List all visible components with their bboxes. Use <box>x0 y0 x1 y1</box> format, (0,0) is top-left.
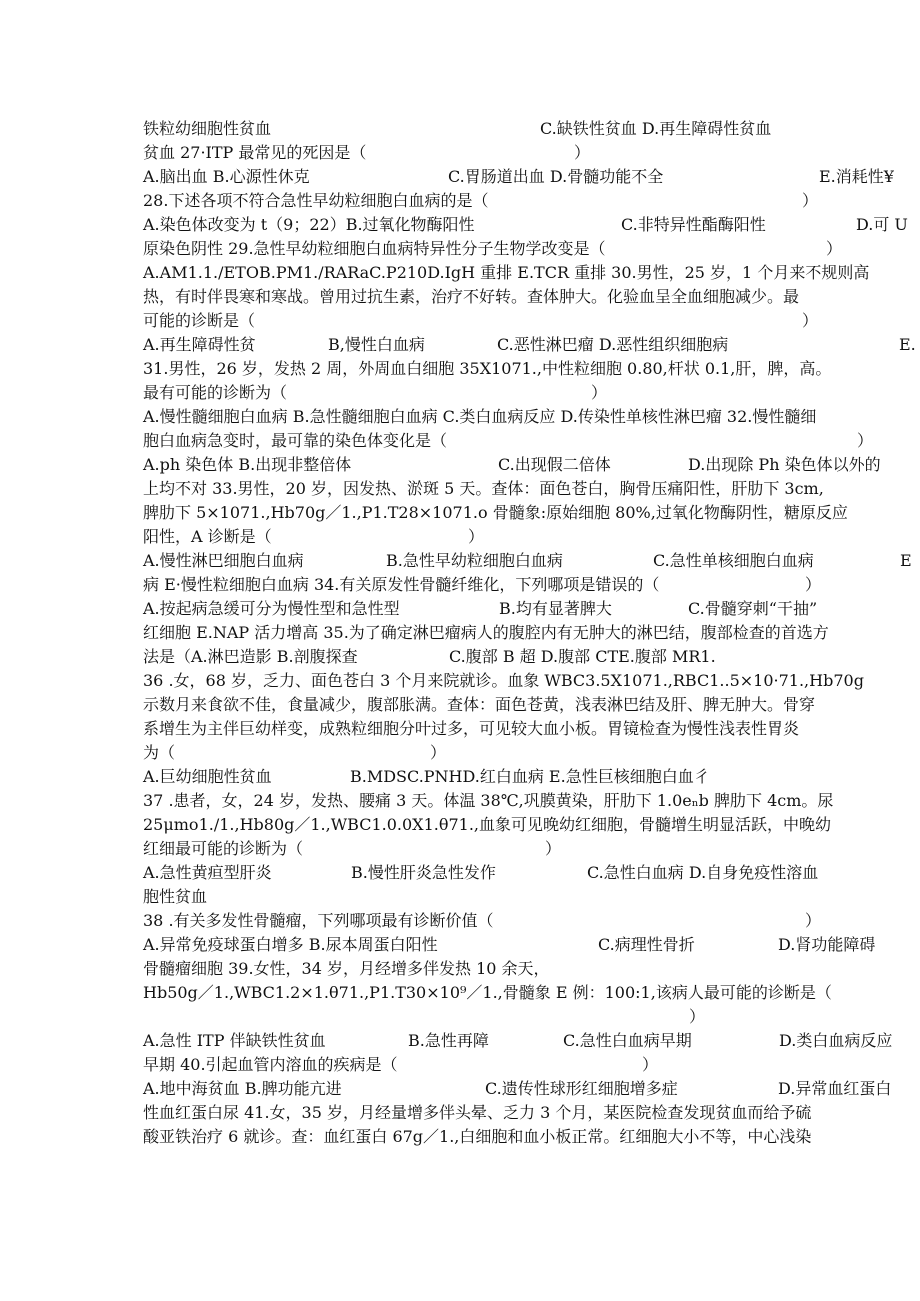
line-text: E.消耗性¥ <box>819 167 894 186</box>
line-text: C.骨髓穿刺“干抽” <box>688 599 818 618</box>
line-text: 法是（A.淋巴造影 B.剖腹探查 <box>143 647 358 666</box>
text-line <box>143 381 914 405</box>
line-text: 胞白血病急变时，最可靠的染色体变化是（ <box>143 431 448 450</box>
line-text: 性血红蛋白尿 41.女，35 岁，月经量增多伴头晕、乏力 3 个月，某医院检查发现贫血而给予硫 <box>143 1103 812 1122</box>
line-text: E <box>900 551 912 570</box>
text-line <box>143 717 914 741</box>
text-line <box>143 597 914 621</box>
text-line <box>143 333 914 357</box>
line-text: C.非特异性酯酶阳性 <box>621 215 766 234</box>
line-text: C.病理性骨折 <box>598 935 695 954</box>
text-line <box>143 1005 914 1029</box>
text-line <box>143 477 914 501</box>
line-text: 38 .有关多发性骨髓瘤，下列哪项最有诊断价值（ <box>143 911 494 930</box>
line-text: C.急性单核细胞白血病 <box>653 551 814 570</box>
line-text: D.可 U <box>856 215 908 234</box>
line-text: D.出现除 Ph 染色体以外的 <box>688 455 881 474</box>
text-line <box>143 981 914 1005</box>
line-text: 贫血 27·ITP 最常见的死因是（ <box>143 143 367 162</box>
line-text: A.巨幼细胞性贫血 <box>143 767 272 786</box>
text-line <box>143 669 914 693</box>
text-line <box>143 813 914 837</box>
text-line <box>143 741 914 765</box>
line-text: A.再生障碍性贫 <box>143 335 256 354</box>
line-text: C.出现假二倍体 <box>498 455 611 474</box>
line-text: 红细最可能的诊断为（ <box>143 839 304 858</box>
line-text: A.异常免疫球蛋白增多 B.尿本周蛋白阳性 <box>143 935 438 954</box>
line-text: A.脑出血 B.心源性休克 <box>143 167 310 186</box>
line-text: A.地中海贫血 B.脾功能亢进 <box>143 1079 342 1098</box>
line-text: ） <box>642 1055 659 1074</box>
text-line <box>143 645 914 669</box>
line-text: A.急性 ITP 伴缺铁性贫血 <box>143 1031 326 1050</box>
line-text: B.急性早幼粒细胞白血病 <box>386 551 563 570</box>
line-text: D.异常血红蛋白 <box>778 1079 892 1098</box>
text-line <box>143 1125 914 1149</box>
text-line <box>143 453 914 477</box>
text-line <box>143 429 914 453</box>
line-text: 36 .女，68 岁，乏力、面色苍白 3 个月来院就诊。血象 WBC3.5X1071.,RBC1..5×10·71.,Hb70g <box>143 671 864 690</box>
text-line <box>143 501 914 525</box>
line-text: B.急性再障 <box>408 1031 489 1050</box>
line-text: 上均不对 33.男性，20 岁，因发热、淤斑 5 天。查体：面色苍白，胸骨压痛阳性，肝肋下 3cm, <box>143 479 824 498</box>
text-line <box>143 309 914 333</box>
line-text: A.ph 染色体 B.出现非整倍体 <box>143 455 352 474</box>
line-text: ） <box>805 911 822 930</box>
line-text: 31.男性，26 岁，发热 2 周，外周血白细胞 35X1071.,中性粒细胞 0.80,杆状 0.1,肝，脾，高。 <box>143 359 832 378</box>
line-text: ） <box>802 191 819 210</box>
text-line <box>143 885 914 909</box>
line-text: 脾肋下 5×1071.,Hb70g／1.,P1.T28×1071.o 骨髓象:原始细胞 80%,过氧化物酶阴性，糖原反应 <box>143 503 848 522</box>
line-text: 酸亚铁治疗 6 就诊。查：血红蛋白 67g／1.,白细胞和血小板正常。红细胞大小不等，中心浅染 <box>143 1127 812 1146</box>
line-text: C.缺铁性贫血 D.再生障碍性贫血 <box>540 119 772 138</box>
line-text: C.急性白血病早期 <box>563 1031 692 1050</box>
line-text: 阳性，A 诊断是（ <box>143 527 272 546</box>
line-text: 最有可能的诊断为（ <box>143 383 288 402</box>
text-line <box>143 693 914 717</box>
line-text: A.按起病急缓可分为慢性型和急性型 <box>143 599 400 618</box>
line-text: B.均有显著脾大 <box>499 599 612 618</box>
line-text: 37 .患者，女，24 岁，发热、腰痛 3 天。体温 38℃,巩膜黄染，肝肋下 1.0eₙb 脾肋下 4cm。尿 <box>143 791 834 810</box>
text-line <box>143 573 914 597</box>
line-text: C.胃肠道出血 D.骨髓功能不全 <box>448 167 664 186</box>
text-line <box>143 213 914 237</box>
line-text: B.慢性肝炎急性发作 <box>351 863 496 882</box>
line-text: 胞性贫血 <box>143 887 208 906</box>
line-text: 25μmo1./1.,Hb80g／1.,WBC1.0.0X1.θ71.,血象可见晚幼红细胞，骨髓增生明显活跃，中晚幼 <box>143 815 831 834</box>
line-text: A.慢性髓细胞白血病 B.急性髓细胞白血病 C.类白血病反应 D.传染性单核性淋巴瘤 32.慢性髓细 <box>143 407 817 426</box>
line-text: B.MDSC.PNHD.红白血病 E.急性巨核细胞白血彳 <box>350 767 710 786</box>
line-text: ） <box>591 383 608 402</box>
text-line <box>143 357 914 381</box>
line-text: B,慢性白血病 <box>328 335 425 354</box>
line-text: Hb50g／1.,WBC1.2×1.θ71.,P1.T30×10⁹／1.,骨髓象 E 例：100:1,该病人最可能的诊断是（ <box>143 983 832 1002</box>
line-text: ） <box>545 839 562 858</box>
text-line <box>143 117 914 141</box>
text-line <box>143 1053 914 1077</box>
line-text: D.类白血病反应 <box>779 1031 893 1050</box>
line-text: 红细胞 E.NAP 活力增高 35.为了确定淋巴瘤病人的腹腔内有无肿大的淋巴结，腹部检查的首选方 <box>143 623 829 642</box>
line-text: 系增生为主伴巨幼样变，成熟粒细胞分叶过多，可见较大血小板。胃镜检查为慢性浅表性胃炎 <box>143 719 800 738</box>
text-line <box>143 189 914 213</box>
line-text: 28.下述各项不符合急性早幼粒细胞白血病的是（ <box>143 191 489 210</box>
text-line <box>143 621 914 645</box>
line-text: C.腹部 B 超 D.腹部 CTE.腹部 MR1. <box>449 647 716 666</box>
text-line <box>143 141 914 165</box>
line-text: A.染色体改变为 t（9；22）B.过氧化物酶阳性 <box>143 215 475 234</box>
text-line <box>143 525 914 549</box>
text-line <box>143 1101 914 1125</box>
text-line <box>143 261 914 285</box>
line-text: ） <box>430 743 447 762</box>
line-text: ） <box>857 431 874 450</box>
text-line <box>143 765 914 789</box>
line-text: 早期 40.引起血管内溶血的疾病是（ <box>143 1055 398 1074</box>
text-line <box>143 237 914 261</box>
line-text: A.急性黄疸型肝炎 <box>143 863 272 882</box>
line-text: 原染色阴性 29.急性早幼粒细胞白血病特异性分子生物学改变是（ <box>143 239 606 258</box>
text-line <box>143 957 914 981</box>
text-line <box>143 909 914 933</box>
line-text: ） <box>574 143 591 162</box>
line-text: 骨髓瘤细胞 39.女性，34 岁，月经增多伴发热 10 余天， <box>143 959 550 978</box>
line-text: ） <box>468 527 485 546</box>
line-text: 病 E·慢性粒细胞白血病 34.有关原发性骨髓纤维化，下列哪项是错误的（ <box>143 575 660 594</box>
line-text: A.AM1.1./ETOB.PM1./RARaC.P210D.IgH 重排 E.TCR 重排 30.男性，25 岁，1 个月来不规则高 <box>143 263 870 282</box>
line-text: C.急性白血病 D.自身免疫性溶血 <box>587 863 819 882</box>
line-text: C.恶性淋巴瘤 D.恶性组织细胞病 <box>497 335 729 354</box>
line-text: C.遗传性球形红细胞增多症 <box>485 1079 678 1098</box>
line-text: ） <box>802 311 819 330</box>
text-line <box>143 837 914 861</box>
line-text: A.慢性淋巴细胞白血病 <box>143 551 304 570</box>
text-line <box>143 933 914 957</box>
text-line <box>143 1029 914 1053</box>
text-line <box>143 165 914 189</box>
line-text: 热，有时伴畏寒和寒战。曾用过抗生素，治疗不好转。查体肿大。化验血呈全血细胞减少。最 <box>143 287 800 306</box>
text-line <box>143 1077 914 1101</box>
text-line <box>143 405 914 429</box>
line-text: 可能的诊断是（ <box>143 311 256 330</box>
line-text: ） <box>805 575 822 594</box>
line-text: 为（ <box>143 743 176 762</box>
line-text: 铁粒幼细胞性贫血 <box>143 119 272 138</box>
line-text: ） <box>689 1007 706 1026</box>
line-text: ） <box>826 239 843 258</box>
text-line <box>143 549 914 573</box>
line-text: E. <box>899 335 916 354</box>
text-line <box>143 861 914 885</box>
line-text: D.肾功能障碍 <box>778 935 876 954</box>
text-line <box>143 789 914 813</box>
text-line <box>143 285 914 309</box>
line-text: 示数月来食欲不佳，食量减少，腹部胀满。查体：面色苍黄，浅表淋巴结及肝、脾无肿大。骨穿 <box>143 695 816 714</box>
